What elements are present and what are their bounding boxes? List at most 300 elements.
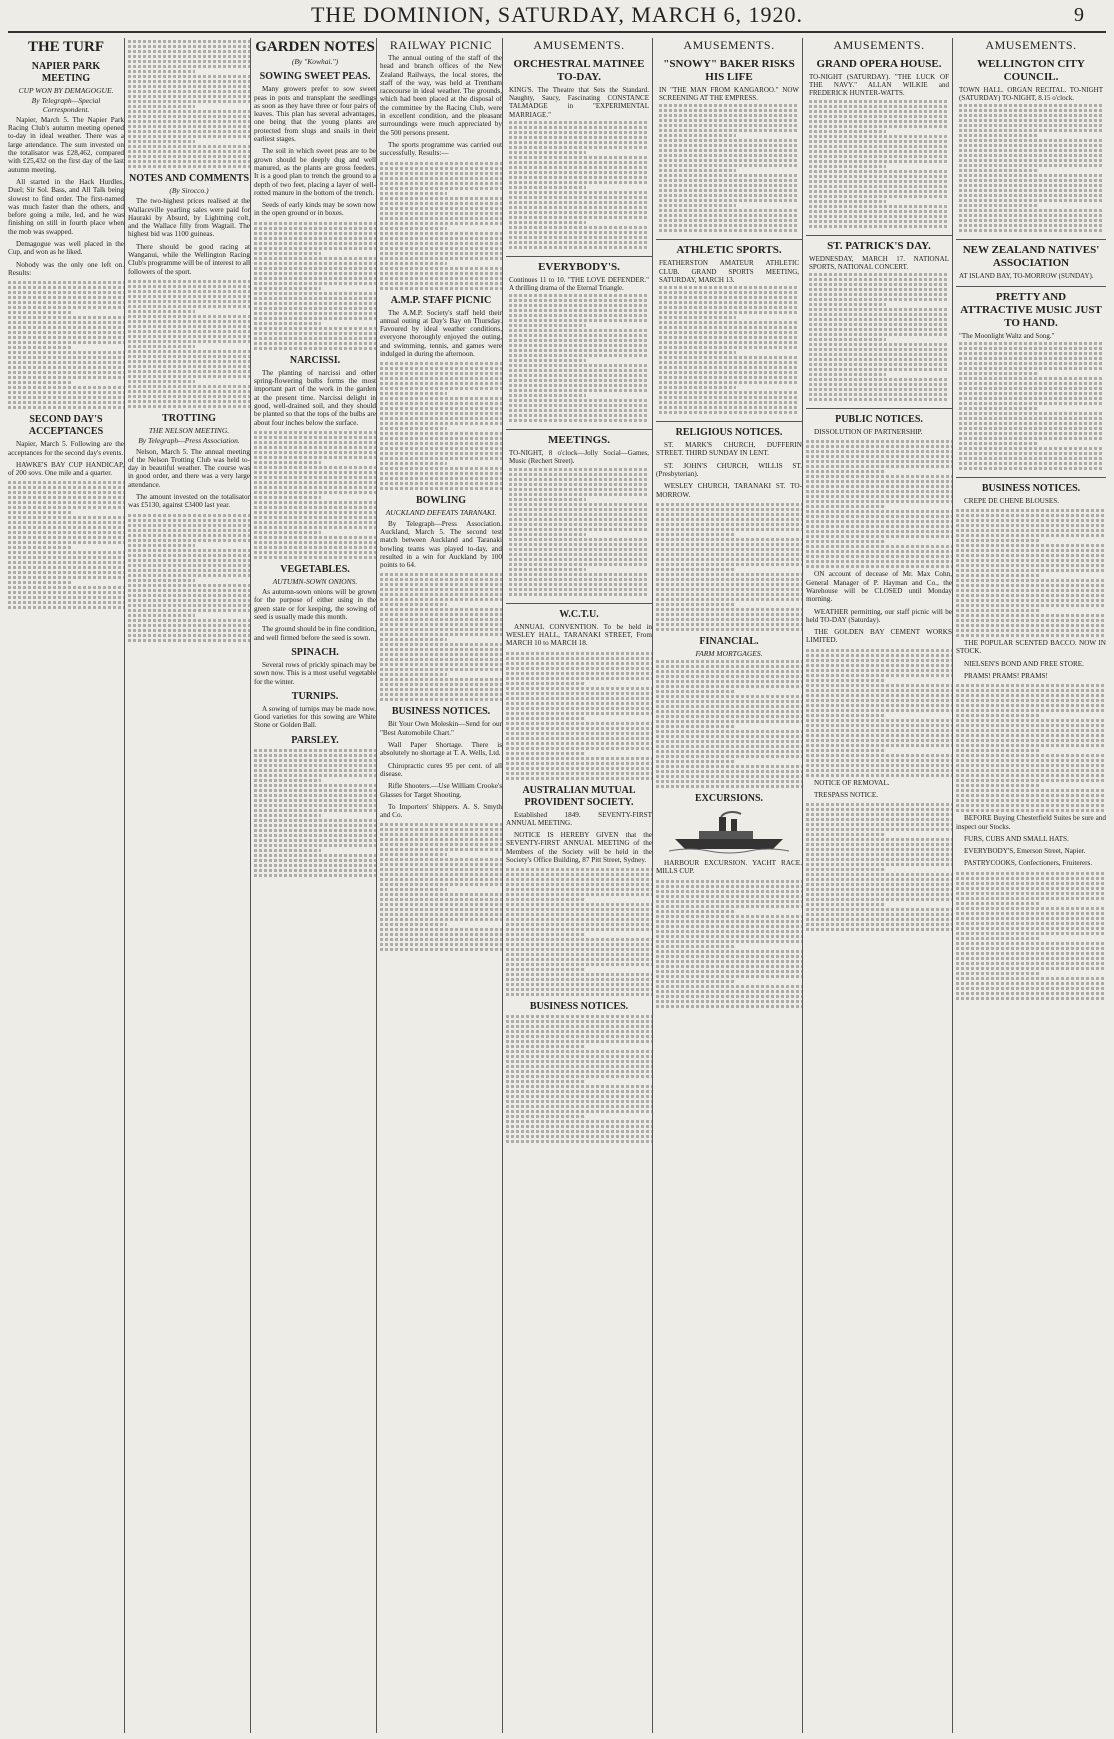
- text-line: [509, 181, 649, 184]
- text-line: [806, 833, 886, 836]
- text-line: [380, 578, 502, 581]
- text-line: [806, 744, 952, 747]
- text-line: [656, 740, 802, 743]
- text-line: [509, 414, 649, 417]
- text-line: [506, 1045, 586, 1048]
- text-line: [959, 442, 1038, 445]
- text-line: [656, 880, 802, 883]
- text-line: [8, 361, 124, 364]
- text-line: [659, 194, 799, 197]
- text-line: [659, 381, 799, 384]
- text-line: [506, 938, 652, 941]
- text-line: [380, 633, 502, 636]
- text-line: [380, 688, 502, 691]
- business-notice: To Importers' Shippers. A. S. Smyth and Co.: [380, 802, 502, 820]
- text-line: [506, 923, 652, 926]
- text-line: [659, 311, 799, 314]
- bowling-text: [380, 573, 502, 701]
- text-line: [8, 531, 124, 534]
- text-line: [956, 809, 1106, 812]
- text-line: [659, 174, 799, 177]
- farm-mortgages-subheading: FARM MORTGAGES.: [695, 648, 763, 658]
- text-line: [659, 326, 799, 329]
- text-line: [128, 115, 250, 118]
- text-line: [506, 742, 652, 745]
- text-line: [809, 363, 949, 366]
- turnips-heading: TURNIPS.: [291, 690, 339, 702]
- text-line: [128, 310, 195, 313]
- ad-text: [659, 104, 799, 232]
- text-line: [809, 150, 949, 153]
- text-line: [254, 267, 376, 270]
- amp-results: [380, 362, 502, 490]
- text-line: [956, 509, 1106, 512]
- text-line: [656, 603, 736, 606]
- text-line: [656, 543, 802, 546]
- text-line: [809, 165, 886, 168]
- text-line: [506, 662, 652, 665]
- text-line: [380, 843, 502, 846]
- text-line: [254, 511, 376, 514]
- text-line: [380, 693, 502, 696]
- business-notice: THE POPULAR SCENTED BACCO. NOW IN STOCK.: [956, 639, 1106, 656]
- text-line: [8, 301, 124, 304]
- text-line: [254, 864, 376, 867]
- text-line: [809, 140, 949, 143]
- text-line: [956, 794, 1106, 797]
- text-line: [380, 457, 502, 460]
- picnic-title: RAILWAY PICNIC: [389, 38, 493, 52]
- vegetables-heading: VEGETABLES.: [280, 563, 350, 575]
- text-line: [509, 473, 649, 476]
- text-line: [254, 347, 376, 350]
- text-line: [959, 164, 1103, 167]
- religious-notice: WESLEY CHURCH, TARANAKI ST. TO-MORROW.: [656, 482, 802, 499]
- picnic-results: [380, 162, 502, 290]
- advertisement: [656, 240, 802, 422]
- business-heading: BUSINESS NOTICES.: [529, 1001, 629, 1013]
- turf-paragraph: Napier, March 5. The Napier Park Racing Club's autumn meeting opened to-day in ideal weather. There was a large attendance. The sum invested on the totalisator was £28,462, compared with £25,432 on the first day of the last autumn meeting.: [8, 115, 124, 174]
- ad-text: [509, 468, 649, 596]
- text-line: [506, 1110, 652, 1113]
- text-line: [659, 159, 799, 162]
- text-line: [506, 888, 652, 891]
- text-line: [128, 569, 250, 572]
- text-line: [956, 589, 1106, 592]
- text-line: [380, 397, 502, 400]
- text-line: [506, 1015, 652, 1018]
- trotting-subheading: THE NELSON MEETING.: [148, 425, 230, 435]
- advertisement: [956, 240, 1106, 286]
- public-notice: ON account of decease of Mr. Max Cohn, General Manager of P. Hayman and Co., the Warehouse will be CLOSED until Monday morning.: [806, 570, 952, 604]
- text-line: [806, 908, 952, 911]
- text-line: [956, 729, 1106, 732]
- text-line: [956, 619, 1106, 622]
- text-line: [656, 613, 802, 616]
- text-line: [506, 1125, 652, 1128]
- text-line: [8, 586, 124, 589]
- text-line: [656, 725, 736, 728]
- text-line: [656, 558, 802, 561]
- text-line: [254, 541, 376, 544]
- text-line: [380, 477, 502, 480]
- text-line: [506, 1100, 652, 1103]
- text-line: [380, 888, 447, 891]
- text-line: [956, 774, 1106, 777]
- text-line: [809, 373, 886, 376]
- text-line: [128, 165, 250, 168]
- text-line: [380, 242, 502, 245]
- text-line: [254, 844, 376, 847]
- text-line: [809, 115, 949, 118]
- text-line: [659, 229, 799, 232]
- text-line: [254, 456, 376, 459]
- religious-heading: RELIGIOUS NOTICES.: [675, 427, 783, 439]
- text-line: [956, 709, 1106, 712]
- text-line: [509, 121, 649, 124]
- text-line: [380, 217, 502, 220]
- text-line: [509, 513, 649, 516]
- text-line: [956, 594, 1106, 597]
- text-line: [656, 695, 802, 698]
- text-line: [254, 436, 376, 439]
- text-line: [656, 925, 802, 928]
- text-line: [380, 928, 502, 931]
- text-line: [656, 955, 802, 958]
- text-line: [656, 1000, 802, 1003]
- text-line: [128, 385, 250, 388]
- acceptances-paragraph: HAWKE'S BAY CUP HANDICAP, of 200 sovs. One mile and a quarter.: [8, 460, 124, 478]
- text-line: [380, 943, 502, 946]
- text-line: [956, 614, 1106, 617]
- text-line: [809, 125, 949, 128]
- narcissi-heading: NARCISSI.: [289, 354, 341, 366]
- text-line: [506, 752, 586, 755]
- column-garden: [254, 38, 377, 1733]
- text-line: [128, 85, 250, 88]
- text-line: [806, 684, 952, 687]
- text-line: [659, 401, 799, 404]
- text-line: [254, 481, 376, 484]
- text-line: [509, 136, 649, 139]
- text-line: [509, 548, 649, 551]
- text-line: [656, 940, 802, 943]
- text-line: [656, 935, 802, 938]
- text-line: [659, 139, 799, 142]
- text-line: [380, 422, 502, 425]
- text-line: [254, 252, 321, 255]
- financial-text: [656, 660, 802, 788]
- text-line: [509, 166, 649, 169]
- text-line: [809, 298, 949, 301]
- text-line: [806, 898, 952, 901]
- text-line: [380, 202, 502, 205]
- text-line: [809, 323, 949, 326]
- text-line: [380, 863, 502, 866]
- text-line: [956, 624, 1106, 627]
- text-line: [809, 155, 949, 158]
- text-line: [380, 187, 502, 190]
- amp-society-paragraph: NOTICE IS HEREBY GIVEN that the SEVENTY-FIRST ANNUAL MEETING of the Members of the Society will be held in the Society's Office Building, 87 Pitt Street, Sydney.: [506, 831, 652, 864]
- text-line: [656, 905, 802, 908]
- text-line: [659, 371, 799, 374]
- text-line: [380, 603, 447, 606]
- text-line: [8, 481, 124, 484]
- text-line: [380, 392, 447, 395]
- text-line: [128, 155, 250, 158]
- text-line: [509, 553, 649, 556]
- text-line: [806, 659, 952, 662]
- advertisement: [506, 54, 652, 257]
- text-line: [380, 933, 502, 936]
- text-line: [659, 189, 799, 192]
- public-notice-text: [806, 803, 952, 931]
- text-line: [956, 734, 1106, 737]
- text-line: [806, 555, 952, 558]
- text-line: [509, 221, 586, 224]
- text-line: [128, 95, 250, 98]
- text-line: [128, 375, 250, 378]
- text-line: [956, 907, 1106, 910]
- text-line: [380, 608, 502, 611]
- text-line: [506, 868, 652, 871]
- text-line: [254, 874, 376, 877]
- text-line: [380, 467, 502, 470]
- text-line: [8, 281, 124, 284]
- text-line: [956, 784, 1039, 787]
- text-line: [254, 784, 376, 787]
- text-line: [806, 460, 952, 463]
- text-line: [659, 209, 799, 212]
- text-line: [254, 501, 376, 504]
- text-line: [8, 351, 124, 354]
- text-line: [509, 543, 649, 546]
- text-line: [656, 670, 802, 673]
- text-line: [809, 105, 949, 108]
- text-line: [509, 523, 649, 526]
- text-line: [128, 350, 250, 353]
- text-line: [8, 561, 124, 564]
- text-line: [659, 376, 799, 379]
- text-line: [656, 700, 802, 703]
- trotting-paragraph: The amount invested on the totalisator was £5130, against £3400 last year.: [128, 493, 250, 510]
- text-line: [128, 355, 250, 358]
- text-line: [380, 868, 502, 871]
- text-line: [509, 404, 649, 407]
- text-line: [128, 110, 250, 113]
- text-line: [809, 388, 949, 391]
- text-line: [506, 737, 652, 740]
- text-line: [509, 294, 649, 297]
- text-line: [380, 237, 502, 240]
- text-line: [509, 231, 649, 234]
- text-line: [959, 372, 1038, 375]
- ad-body: FEATHERSTON AMATEUR ATHLETIC CLUB. GRAND SPORTS MEETING, SATURDAY, MARCH 13.: [659, 259, 799, 284]
- text-line: [656, 735, 802, 738]
- text-line: [659, 219, 799, 222]
- acceptances-text: [8, 481, 124, 609]
- text-line: [806, 813, 952, 816]
- text-line: [806, 475, 952, 478]
- text-line: [254, 242, 376, 245]
- public-notice-text: [806, 649, 952, 777]
- text-line: [809, 225, 949, 228]
- text-line: [509, 171, 649, 174]
- text-line: [509, 478, 649, 481]
- text-line: [380, 663, 502, 666]
- text-line: [128, 395, 250, 398]
- text-line: [8, 331, 124, 334]
- ad-body: WEDNESDAY, MARCH 17. NATIONAL SPORTS, NATIONAL CONCERT.: [809, 254, 949, 271]
- text-line: [809, 200, 886, 203]
- text-line: [656, 785, 802, 788]
- text-line: [128, 579, 195, 582]
- text-line: [254, 292, 376, 295]
- text-line: [656, 518, 802, 521]
- text-line: [8, 341, 124, 344]
- ad-headline: GRAND OPERA HOUSE.: [816, 58, 942, 70]
- text-line: [959, 407, 1038, 410]
- column-amusements-1: [506, 38, 653, 1733]
- advertisement: [956, 54, 1106, 240]
- text-line: [128, 380, 195, 383]
- text-line: [656, 965, 802, 968]
- text-line: [506, 672, 652, 675]
- text-line: [254, 337, 376, 340]
- text-line: [656, 685, 802, 688]
- text-line: [656, 720, 802, 723]
- text-line: [128, 609, 250, 612]
- text-line: [659, 134, 736, 137]
- text-line: [254, 451, 376, 454]
- second-day-heading: SECOND DAY'S ACCEPTANCES: [28, 414, 104, 438]
- text-line: [254, 551, 376, 554]
- text-line: [380, 227, 447, 230]
- text-line: [380, 848, 502, 851]
- text-line: [128, 584, 250, 587]
- text-line: [959, 189, 1103, 192]
- text-line: [8, 386, 124, 389]
- text-line: [380, 452, 502, 455]
- text-line: [809, 215, 949, 218]
- text-line: [806, 724, 952, 727]
- text-line: [656, 975, 802, 978]
- text-line: [959, 427, 1103, 430]
- text-line: [128, 534, 250, 537]
- text-line: [956, 714, 1039, 717]
- text-line: [380, 678, 502, 681]
- text-line: [380, 207, 502, 210]
- text-line: [956, 684, 1106, 687]
- text-line: [509, 324, 586, 327]
- text-line: [380, 898, 502, 901]
- text-line: [254, 849, 321, 852]
- text-line: [806, 679, 886, 682]
- text-line: [656, 890, 802, 893]
- text-line: [806, 729, 952, 732]
- text-line: [128, 325, 250, 328]
- text-line: [506, 657, 652, 660]
- text-line: [956, 764, 1106, 767]
- text-line: [656, 563, 802, 566]
- text-line: [656, 730, 802, 733]
- business-heading: BUSINESS NOTICES.: [391, 706, 491, 718]
- notes-paragraph: There should be good racing at Wanganui, while the Wellington Racing Club's programme will be of interest to all followers of the sport.: [128, 242, 250, 276]
- text-line: [506, 767, 652, 770]
- text-line: [956, 609, 1039, 612]
- text-line: [656, 508, 802, 511]
- text-line: [128, 320, 250, 323]
- financial-heading: FINANCIAL.: [699, 635, 759, 647]
- text-line: [809, 348, 949, 351]
- text-line: [506, 1140, 652, 1143]
- onions-paragraph: As autumn-sown onions will be grown for the purpose of either using in the green state or for keeping, the sowing of seed is usually made this month.: [254, 588, 376, 622]
- text-line: [959, 229, 1103, 232]
- text-line: [806, 764, 952, 767]
- excursions-heading: EXCURSIONS.: [694, 793, 764, 805]
- text-line: [809, 313, 949, 316]
- text-line: [254, 277, 376, 280]
- text-line: [659, 386, 736, 389]
- text-line: [956, 962, 1106, 965]
- text-line: [956, 872, 1106, 875]
- text-line: [128, 145, 250, 148]
- business-text: [956, 872, 1106, 1000]
- text-line: [128, 524, 250, 527]
- text-line: [806, 689, 952, 692]
- text-line: [380, 833, 502, 836]
- text-line: [809, 283, 949, 286]
- text-line: [506, 883, 652, 886]
- text-line: [506, 702, 652, 705]
- text-line: [806, 749, 886, 752]
- text-line: [380, 873, 502, 876]
- page-number: 9: [1074, 4, 1084, 26]
- text-line: [380, 648, 502, 651]
- text-line: [509, 156, 649, 159]
- text-line: [956, 634, 1106, 637]
- text-line: [509, 593, 649, 596]
- text-line: [8, 401, 124, 404]
- text-line: [506, 1135, 652, 1138]
- text-line: [659, 119, 799, 122]
- business-notice: NIELSEN'S BOND AND FREE STORE.: [964, 659, 1084, 668]
- text-line: [806, 808, 952, 811]
- text-line: [254, 491, 376, 494]
- text-line: [128, 639, 250, 642]
- text-line: [506, 732, 652, 735]
- text-line: [956, 704, 1106, 707]
- ad-text: [809, 100, 949, 228]
- text-line: [506, 677, 652, 680]
- text-line: [809, 303, 886, 306]
- text-line: [809, 383, 949, 386]
- text-line: [506, 873, 652, 876]
- excursion-text: [656, 880, 802, 1008]
- ad-text: [509, 121, 649, 249]
- text-line: [380, 282, 502, 285]
- advertisement: [956, 287, 1106, 478]
- text-line: [8, 381, 72, 384]
- text-line: [128, 305, 250, 308]
- text-line: [656, 583, 802, 586]
- text-line: [656, 770, 802, 773]
- text-line: [254, 779, 321, 782]
- text-line: [128, 554, 250, 557]
- text-line: [956, 957, 1106, 960]
- text-line: [506, 993, 652, 996]
- text-line: [8, 596, 124, 599]
